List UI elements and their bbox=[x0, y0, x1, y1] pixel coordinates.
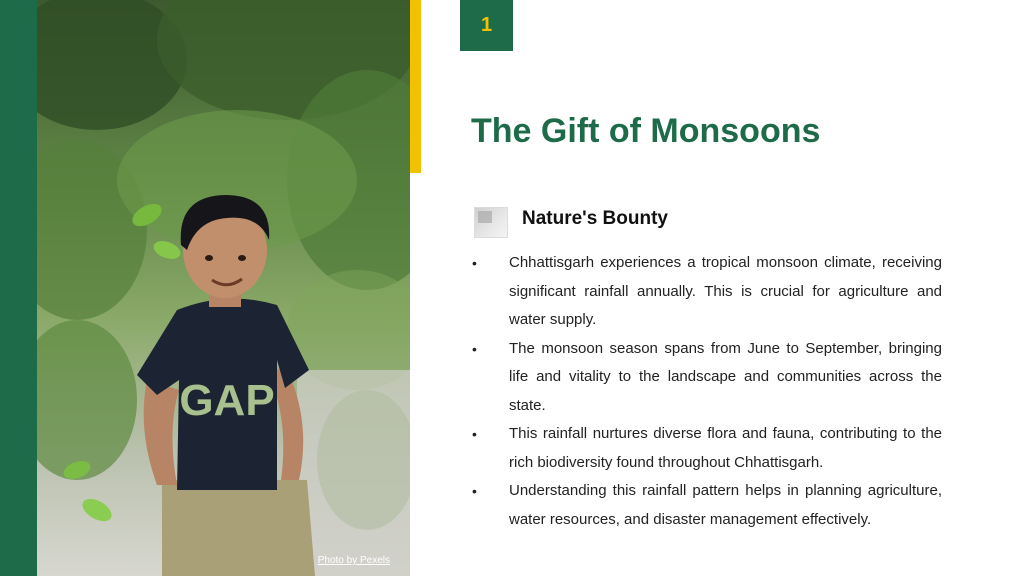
child-in-garden-illustration bbox=[37, 0, 410, 576]
bullet-dot: • bbox=[472, 255, 477, 271]
list-item bbox=[472, 477, 942, 534]
bullet-dot: • bbox=[472, 340, 477, 357]
shirt-logo-text: GAP bbox=[179, 376, 275, 425]
list-item bbox=[472, 420, 942, 477]
bullet-dot: • bbox=[472, 483, 477, 499]
bullet-text: This rainfall nurtures diverse flora and fauna, contributing to the rich biodiversity found throughout Chhattisgarh. bbox=[509, 425, 942, 471]
bullet-text: Chhattisgarh experiences a tropical monsoon climate, receiving significant rainfall annually. This is crucial for agriculture and water supply. bbox=[509, 254, 942, 328]
bullet-text: Understanding this rainfall pattern helps in planning agriculture, water resources, and disaster management effectively. bbox=[509, 482, 942, 528]
section-heading: Nature's Bounty bbox=[522, 208, 668, 229]
yellow-accent-bar bbox=[410, 0, 421, 173]
list-item bbox=[472, 335, 942, 421]
slide-number-badge: 1 bbox=[460, 0, 513, 51]
bullet-dot: • bbox=[472, 426, 477, 442]
slide-title: The Gift of Monsoons bbox=[471, 112, 821, 150]
list-item bbox=[472, 249, 942, 335]
bullet-text: The monsoon season spans from June to September, bringing life and vitality to the landscape and communities across the state. bbox=[509, 339, 942, 414]
image-placeholder-icon bbox=[474, 207, 508, 238]
photo-credit-link[interactable]: Photo by Pexels bbox=[317, 555, 390, 566]
bullet-list bbox=[472, 249, 942, 534]
left-green-band bbox=[0, 0, 37, 576]
slide-photo bbox=[37, 0, 410, 576]
